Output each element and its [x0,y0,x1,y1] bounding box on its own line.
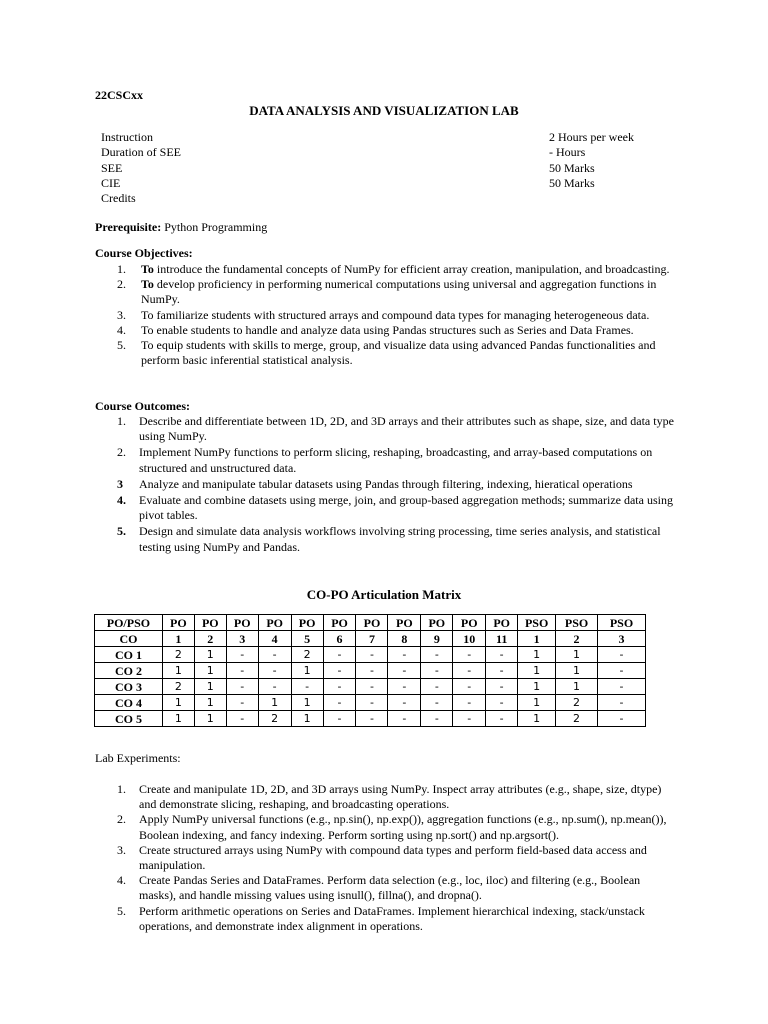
table-row [95,679,646,695]
co-po-matrix [94,614,646,727]
value-cell: - [356,711,388,727]
list-item [95,873,680,903]
item-number: 1. [117,414,126,428]
value-cell: - [486,711,518,727]
list-item [95,904,680,934]
value-cell: - [356,695,388,711]
item-lead: To [141,277,154,292]
value-cell: - [421,679,453,695]
list-item [95,445,685,475]
item-number: 5. [117,524,126,539]
table-row [95,647,646,663]
value-cell: - [323,663,356,679]
value-cell: - [388,679,421,695]
value-cell: - [453,663,486,679]
item-number: 3 [117,476,123,491]
header-cell: 10 [453,631,486,647]
info-value: - Hours [549,145,586,159]
info-label: Instruction [101,130,153,144]
value-cell: 2 [556,695,598,711]
matrix-body [95,615,646,727]
value-cell: - [356,647,388,663]
item-text: introduce the fundamental concepts of NumPy for efficient array creation, manipulation, and broadcasting. [153,262,670,276]
value-cell: 1 [518,663,556,679]
item-number: 5. [117,903,126,918]
item-text: Create structured arrays using NumPy with compound data types and perform field-based data access and manipulation. [139,842,647,873]
header-cell: 8 [388,631,421,647]
value-cell: - [598,711,646,727]
value-cell: 2 [162,679,194,695]
list-item [95,782,680,812]
header-cell: PO [453,615,486,631]
value-cell: - [226,647,258,663]
header-cell: PO [388,615,421,631]
value-cell: - [323,647,356,663]
value-cell: - [453,679,486,695]
table-row [95,695,646,711]
header-cell: 1 [162,631,194,647]
outcomes-list [95,414,685,555]
header-cell: PO [162,615,194,631]
value-cell: 2 [556,711,598,727]
value-cell: 1 [518,695,556,711]
header-cell: 7 [356,631,388,647]
value-cell: - [486,695,518,711]
item-number: 1. [117,782,126,796]
item-text: To equip students with skills to merge, group, and visualize data using advanced Pandas functionalities and perform basic inferential statistical analysis. [141,338,656,368]
item-text: To familiarize students with structured arrays and compound data types for managing heterogeneous data. [141,307,650,322]
value-cell: - [598,647,646,663]
lab-list [95,782,680,934]
value-cell: 1 [556,663,598,679]
item-number: 2. [117,812,126,827]
value-cell: - [421,695,453,711]
outcomes-heading: Course Outcomes: [95,399,190,413]
value-cell: 2 [291,647,323,663]
item-number: 4. [117,493,126,508]
row-label-cell: CO 4 [95,695,163,711]
value-cell: 1 [518,647,556,663]
value-cell: 1 [162,663,194,679]
value-cell: - [258,663,291,679]
value-cell: - [323,711,356,727]
header-cell: PO [194,615,226,631]
value-cell: - [598,663,646,679]
header-row-top [95,615,646,631]
header-cell: PSO [556,615,598,631]
value-cell: - [421,663,453,679]
header-cell: PSO [518,615,556,631]
header-cell: 1 [518,631,556,647]
table-row [95,711,646,727]
value-cell: - [226,695,258,711]
value-cell: - [388,663,421,679]
value-cell: - [486,679,518,695]
list-item [95,338,685,368]
header-cell: 6 [323,631,356,647]
value-cell: - [388,695,421,711]
item-text: Apply NumPy universal functions (e.g., np.sin(), np.exp()), aggregation functions (e.g., np.sum(), np.mean()), Boolean indexing, and fancy indexing. Perform sorting using np.sort() and np.argsort(). [139,812,667,842]
value-cell: - [388,711,421,727]
list-item [95,323,685,338]
value-cell: - [226,679,258,695]
prerequisite-value: Python Programming [164,220,268,234]
info-label: SEE [101,161,123,175]
objectives-heading: Course Objectives: [95,246,193,260]
value-cell: - [226,711,258,727]
objectives-list [95,262,685,368]
value-cell: - [258,679,291,695]
item-number: 3. [117,307,126,322]
value-cell: - [421,647,453,663]
header-row-bottom [95,631,646,647]
table-row [95,663,646,679]
list-item [95,262,685,277]
header-cell: 2 [194,631,226,647]
item-text: Describe and differentiate between 1D, 2D, and 3D arrays and their attributes such as shape, size, and data type using NumPy. [139,414,674,444]
value-cell: - [453,695,486,711]
header-cell: PO [226,615,258,631]
header-cell: CO [95,631,163,647]
header-cell: 3 [226,631,258,647]
header-cell: 3 [598,631,646,647]
value-cell: 2 [258,711,291,727]
item-number: 5. [117,338,126,353]
value-cell: 2 [162,647,194,663]
value-cell: - [453,711,486,727]
prerequisite-label: Prerequisite: [95,220,162,234]
header-cell: PO [323,615,356,631]
header-cell: PO [486,615,518,631]
item-number: 2. [117,277,126,292]
matrix-title: CO-PO Articulation Matrix [306,587,462,602]
header-cell: PO/PSO [95,615,163,631]
value-cell: 1 [194,711,226,727]
header-cell: 2 [556,631,598,647]
value-cell: - [598,679,646,695]
header-cell: 11 [486,631,518,647]
value-cell: 1 [291,695,323,711]
list-item [95,477,685,492]
row-label-cell: CO 5 [95,711,163,727]
list-item [95,414,685,444]
value-cell: - [323,695,356,711]
header-cell: PO [421,615,453,631]
value-cell: 1 [162,711,194,727]
item-text: Create Pandas Series and DataFrames. Perform data selection (e.g., loc, iloc) and filtering (e.g., Boolean masks), and handle missing values using isnull(), fillna(), and dropna(). [139,873,641,903]
header-cell: 5 [291,631,323,647]
value-cell: 1 [518,679,556,695]
value-cell: - [453,647,486,663]
info-label: Credits [101,191,136,205]
header-cell: PO [356,615,388,631]
item-text: Analyze and manipulate tabular datasets using Pandas through filtering, indexing, hieratical operations [139,476,633,491]
list-item [95,812,680,842]
value-cell: - [486,663,518,679]
info-label: CIE [101,176,121,190]
item-number: 3. [117,842,126,857]
list-item [95,843,680,873]
header-cell: PO [258,615,291,631]
header-cell: 4 [258,631,291,647]
info-value: 2 Hours per week [549,130,634,144]
value-cell: - [486,647,518,663]
item-lead: To [141,262,154,276]
value-cell: 1 [556,647,598,663]
value-cell: - [598,695,646,711]
list-item [95,524,685,554]
value-cell: - [356,663,388,679]
value-cell: - [388,647,421,663]
value-cell: 1 [556,679,598,695]
page-title: DATA ANALYSIS AND VISUALIZATION LAB [249,103,519,118]
info-value: 50 Marks [549,161,595,175]
item-text: Evaluate and combine datasets using merge, join, and group-based aggregation methods; summarize data using pivot tables. [139,493,673,523]
value-cell: - [421,711,453,727]
row-label-cell: CO 2 [95,663,163,679]
value-cell: 1 [518,711,556,727]
item-text: Design and simulate data analysis workflows involving string processing, time series analysis, and statistical testing using NumPy and Pandas. [139,524,661,554]
value-cell: 1 [291,663,323,679]
item-text: develop proficiency in performing numerical computations using universal and aggregation functions in NumPy. [141,277,657,307]
row-label-cell: CO 1 [95,647,163,663]
item-text: To enable students to handle and analyze data using Pandas structures such as Series and Data Frames. [141,322,634,337]
value-cell: - [323,679,356,695]
value-cell: 1 [194,647,226,663]
value-cell: - [291,679,323,695]
item-text: Implement NumPy functions to perform slicing, reshaping, broadcasting, and array-based computations on structured and unstructured data. [139,445,653,475]
header-cell: 9 [421,631,453,647]
item-number: 1. [117,262,126,276]
prerequisite [95,220,267,235]
row-label-cell: CO 3 [95,679,163,695]
header-cell: PO [291,615,323,631]
list-item [95,277,685,307]
value-cell: 1 [194,663,226,679]
item-text: Perform arithmetic operations on Series and DataFrames. Implement hierarchical indexing, stack/unstack operations, and demonstrate index alignment in operations. [139,903,645,933]
value-cell: - [356,679,388,695]
value-cell: 1 [258,695,291,711]
item-number: 2. [117,445,126,460]
header-cell: PSO [598,615,646,631]
lab-heading: Lab Experiments: [95,751,181,765]
item-number: 4. [117,873,126,888]
item-number: 4. [117,322,126,337]
list-item [95,308,685,323]
value-cell: 1 [194,695,226,711]
course-code: 22CSCxx [95,88,144,102]
item-text: Create and manipulate 1D, 2D, and 3D arrays using NumPy. Inspect array attributes (e.g., shape, size, dtype) and demonstrate slicing, reshaping, and broadcasting operations. [139,782,662,812]
value-cell: 1 [194,679,226,695]
list-item [95,493,685,523]
info-label: Duration of SEE [101,145,181,159]
value-cell: - [258,647,291,663]
value-cell: 1 [162,695,194,711]
value-cell: - [226,663,258,679]
value-cell: 1 [291,711,323,727]
info-value: 50 Marks [549,176,595,190]
